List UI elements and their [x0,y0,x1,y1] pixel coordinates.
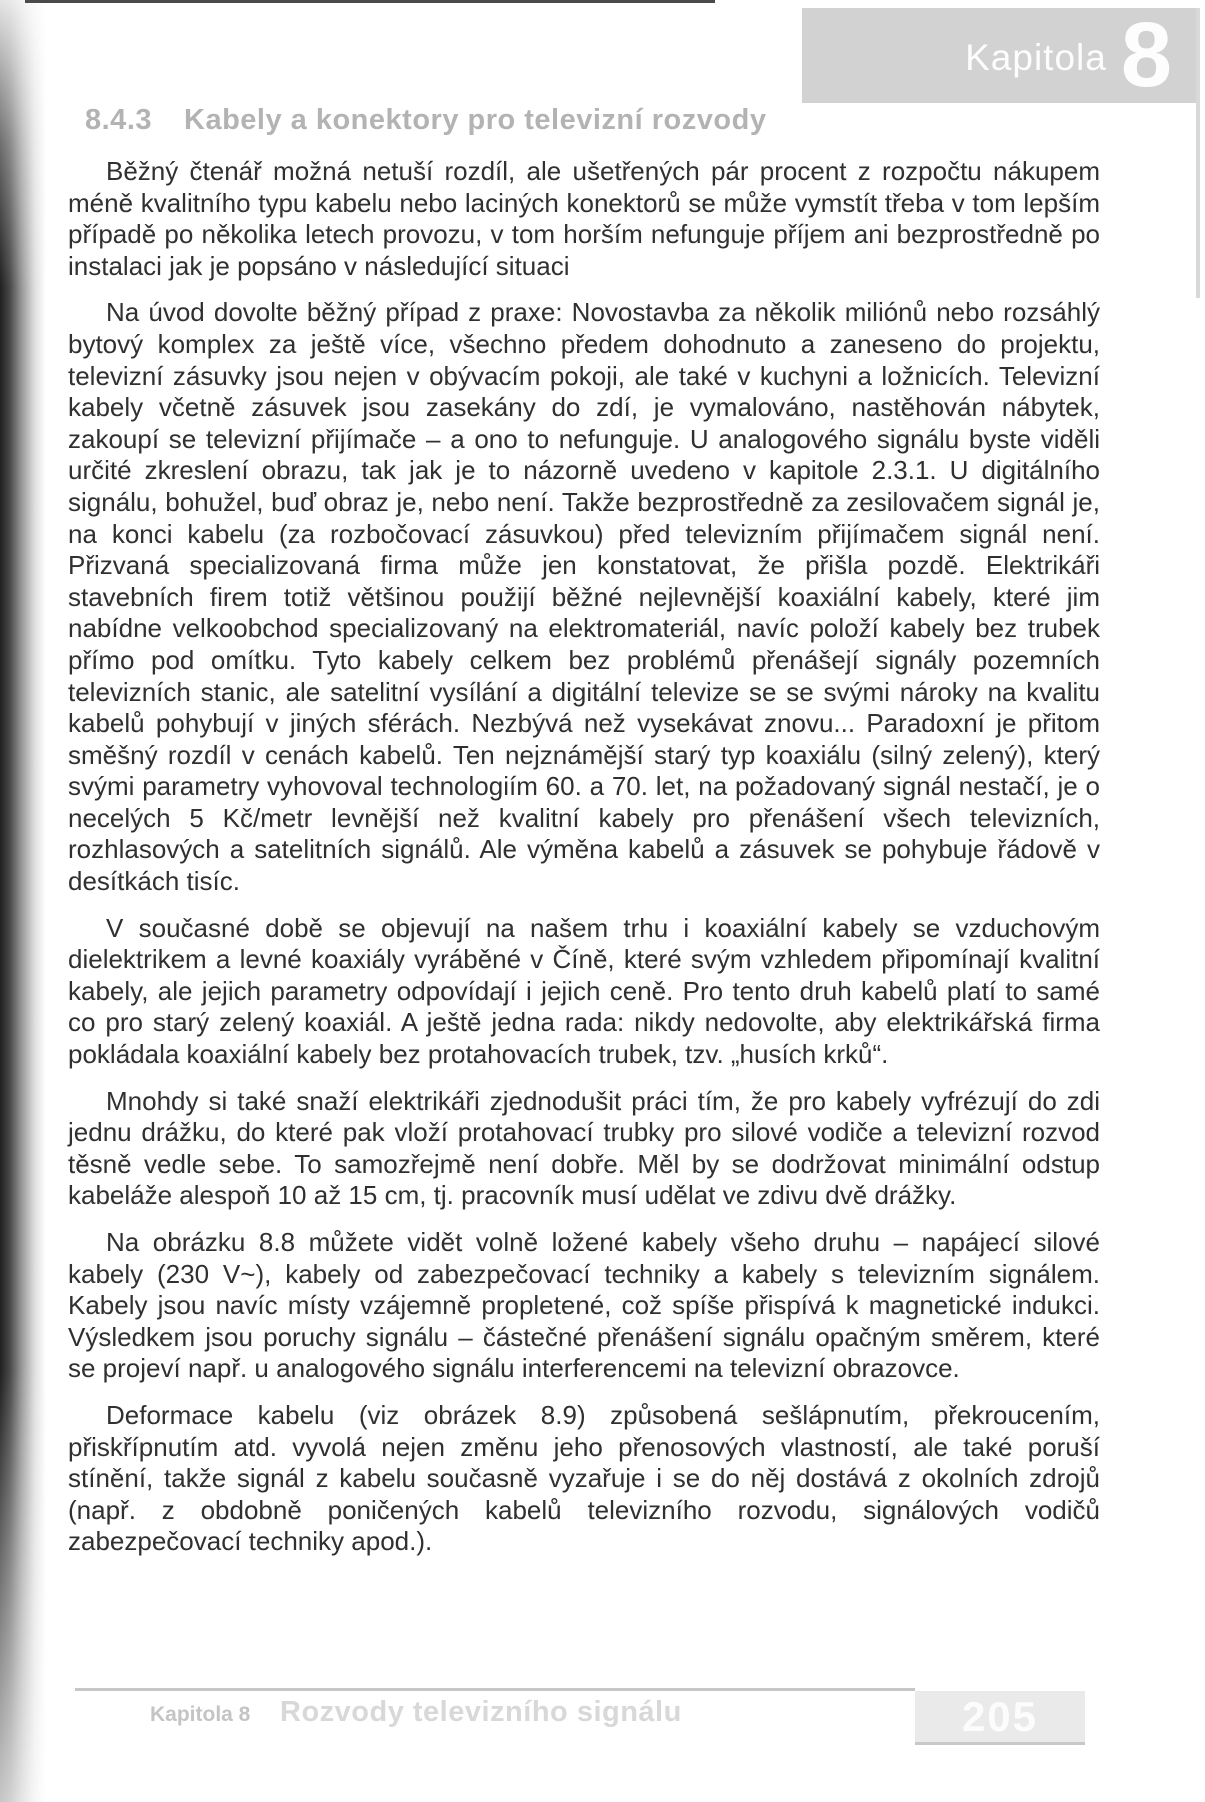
section-number: 8.4.3 [85,104,152,136]
page-number: 205 [961,1692,1039,1740]
body-paragraph: Mnohdy si také snaží elektrikáři zjednodušit práci tím, že pro kabely vyfrézují do zdi jednu drážku, do které pak vloží protahovací trubky pro silové vodiče a televizní rozvod těsně vedle sebe. To samozřejmě není dobře. Měl by se dodržovat minimální odstup kabeláže alespoň 10 až 15 cm, tj. pracovník musí udělat ve zdivu dvě drážky. [68,1085,1100,1211]
footer-section-title: Rozvody televizního signálu [280,1696,682,1728]
chapter-tab-number: 8 [1120,4,1172,107]
body-paragraph: V současné době se objevují na našem trhu i koaxiální kabely se vzduchovým dielektrikem a levné koaxiály vyráběné v Číně, které svým vzhledem připomínají kvalitní kabely, ale jejich parametry odpovídají i jejich ceně. Pro tento druh kabelů platí to samé co pro starý zelený koaxiál. A ještě jedna rada: nikdy nedovolte, aby elektrikářská firma pokládala koaxiální kabely bez protahovacích trubek, tzv. „husích krků“. [68,912,1100,1070]
page-number-box [915,1691,1085,1745]
scan-line-artifact [25,0,715,3]
scan-right-edge-artifact [1196,8,1200,298]
body-paragraph: Na obrázku 8.8 můžete vidět volně ložené kabely všeho druhu – napájecí silové kabely (230 V~), kabely od zabezpečovací techniky a kabely s televizním signálem. Kabely jsou navíc místy vzájemně propletené, což spíše přispívá k magnetické indukci. Výsledkem jsou poruchy signálu – částečné přenášení signálu opačným směrem, které se projeví např. u analogového signálu interferencemi na televizní obrazovce. [68,1227,1100,1384]
body-paragraph: Na úvod dovolte běžný případ z praxe: Novostavba za několik miliónů nebo rozsáhlý bytový komplex za ještě více, všechno předem dohodnuto a zaneseno do projektu, televizní zásuvky jsou nejen v obývacím pokoji, ale také v kuchyni a ložnicích. Televizní kabely včetně zásuvek jsou zasekány do zdí, je vymalováno, nastěhován nábytek, zakoupí se televizní přijímače – a ono to nefunguje. U analogového signálu byste viděli určité zkreslení obrazu, tak jak je to názorně uvedeno v kapitole 2.3.1. U digitálního signálu, bohužel, buď obraz je, nebo není. Takže bezprostředně za zesilovačem signál je, na konci kabelu (za rozbočovací zásuvkou) před televizním přijímačem signál není. Přizvaná specializovaná firma může jen konstatovat, že přišla pozdě. Elektrikáři stavebních firem totiž většinou použijí běžné nejlevnější koaxiální kabely, které jim nabídne velkoobchod specializovaný na elektromateriál, navíc položí kabely bez trubek přímo pod omítku. Tyto kabely celkem bez problémů přenášejí signály pozemních televizních stanic, ale satelitní vysílání a digitální televize se se svými nároky na kvalitu kabelů pohybují v jiných sférách. Nezbývá než vysekávat znovu... Paradoxní je přitom směšný rozdíl v cenách kabelů. Ten nejznámější starý typ koaxiálu (silný zelený), který svými parametry vyhovoval technologiím 60. a 70. let, na požadovaný signál nestačí, je o necelých 5 Kč/metr levnější než kvalitní kabely pro přenášení všech televizních, rozhlasových a satelitních signálů. Ale výměna kabelů a zásuvek se pohybuje řádově v desítkách tisíc. [68,297,1100,897]
chapter-tab [802,4,1196,107]
section-title: Kabely a konektory pro televizní rozvody [184,104,767,136]
footer-chapter-label: Kapitola 8 [150,1703,251,1726]
body-text [68,156,1100,1573]
scan-edge-artifact [0,0,46,1802]
body-paragraph: Deformace kabelu (viz obrázek 8.9) způsobená sešlápnutím, překroucením, přiskřípnutím atd. vyvolá nejen změnu jeho přenosových vlastností, ale také poruší stínění, takže signál z kabelu současně vyzařuje i se do něj dostává z okolních zdrojů (např. z obdobně poničených kabelů televizního rozvodu, signálových vodičů zabezpečovací techniky apod.). [68,1399,1100,1557]
section-heading [85,104,766,137]
footer-rule [75,1688,915,1691]
body-paragraph: Běžný čtenář možná netuší rozdíl, ale ušetřených pár procent z rozpočtu nákupem méně kvalitního typu kabelu nebo laciných konektorů se může vymstít třeba v tom lepším případě po několika letech provozu, v tom horším nefunguje příjem ani bezprostředně po instalaci jak je popsáno v následující situaci [68,156,1100,281]
chapter-tab-label: Kapitola [965,36,1107,78]
